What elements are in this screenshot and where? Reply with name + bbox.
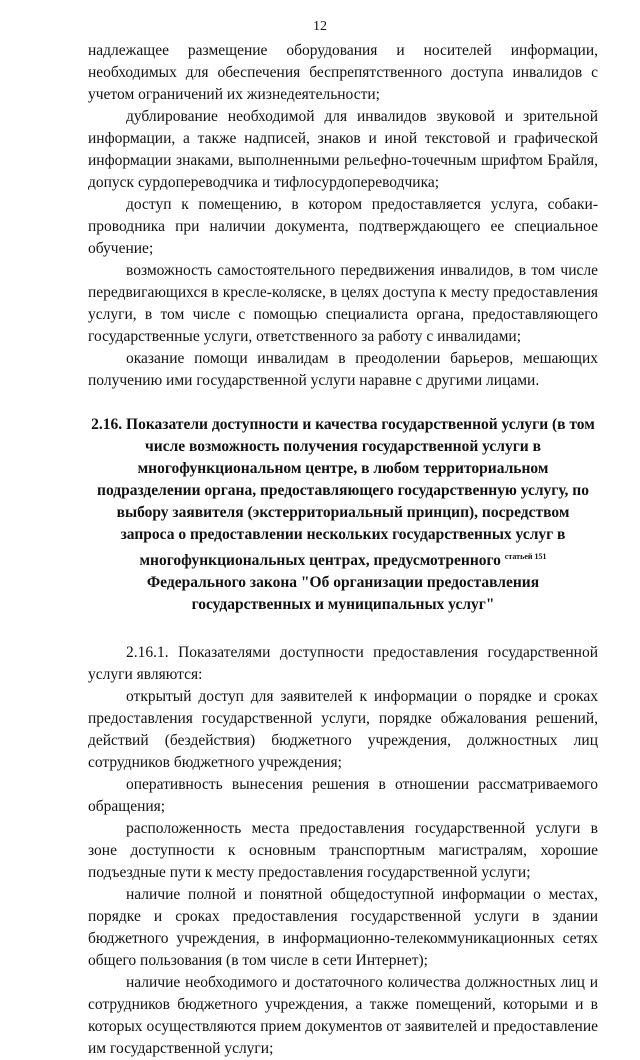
document-body bbox=[88, 40, 598, 1060]
paragraph-open-access: открытый доступ для заявителей к информации о порядке и сроках предоставления государственной услуги, порядке обжалования решений, действий (бездействия) бюджетного учреждения, должностных лиц сотрудников бюджетного учреждения; bbox=[88, 688, 598, 772]
paragraph-assistance-barriers: оказание помощи инвалидам в преодолении барьеров, мешающих получению ими государственной услуги наравне с другими лицами. bbox=[88, 350, 598, 389]
paragraph-placement-equipment: надлежащее размещение оборудования и носителей информации, необходимых для обеспечения беспрепятственного доступа инвалидов с учетом ограничений их жизнедеятельности; bbox=[88, 42, 598, 103]
section-heading-2-16 bbox=[88, 414, 598, 616]
heading-text-part1: 2.16. Показатели доступности и качества государственной услуги (в том числе возможность получения государственной услуги в многофункциональном центре, в любом территориальном подразделении органа, предоставляющего государственную услугу, по выбору заявителя (экстерриториальный принцип), посредством запроса о предоставлении нескольких государственных услуг в многофункциональных центрах, предусмотренного bbox=[91, 416, 595, 570]
paragraph-duplication-info: дублирование необходимой для инвалидов звуковой и зрительной информации, а также надписей, знаков и иной текстовой и графической информации знаками, выполненными рельефно-точечным шрифтом Брайля, допуск сурдопереводчика и тифлосурдопереводчика; bbox=[88, 108, 598, 191]
heading-superscript: статьей 151 bbox=[504, 552, 547, 561]
paragraph-independent-movement: возможность самостоятельного передвижения инвалидов, в том числе передвигающихся в кресле-коляске, в целях доступа к месту предоставления услуги, в том числе с помощью специалиста органа, предоставляющего государственные услуги, ответственного за работу с инвалидами; bbox=[88, 262, 598, 345]
paragraph-decision-speed: оперативность вынесения решения в отношении рассматриваемого обращения; bbox=[88, 776, 598, 816]
heading-text-part2: Федерального закона "Об организации предоставления государственных и муниципальных услуг" bbox=[146, 574, 540, 614]
paragraph-public-information: наличие полной и понятной общедоступной информации о местах, порядке и сроках предоставления государственной услуги в здании бюджетного учреждения, в информационно-телекоммуникационных сетях общего пользования (в том числе в сети Интернет); bbox=[88, 886, 598, 970]
paragraph-guide-dog-access: доступ к помещению, в котором предоставляется услуга, собаки-проводника при наличии документа, подтверждающего ее специальное обучение; bbox=[88, 196, 598, 257]
paragraph-location-transport: расположенность места предоставления государственной услуги в зоне доступности к основным транспортным магистралям, хорошие подъездные пути к месту предоставления государственной услуги; bbox=[88, 820, 598, 882]
page-number: 12 bbox=[313, 19, 327, 34]
paragraph-2-16-1-intro: 2.16.1. Показателями доступности предоставления государственной услуги являются: bbox=[88, 644, 598, 684]
paragraph-staff-premises: наличие необходимого и достаточного количества должностных лиц и сотрудников бюджетного учреждения, а также помещений, которыми и в которых осуществляются прием документов от заявителей и предоставление им государственной услуги; bbox=[88, 974, 598, 1058]
